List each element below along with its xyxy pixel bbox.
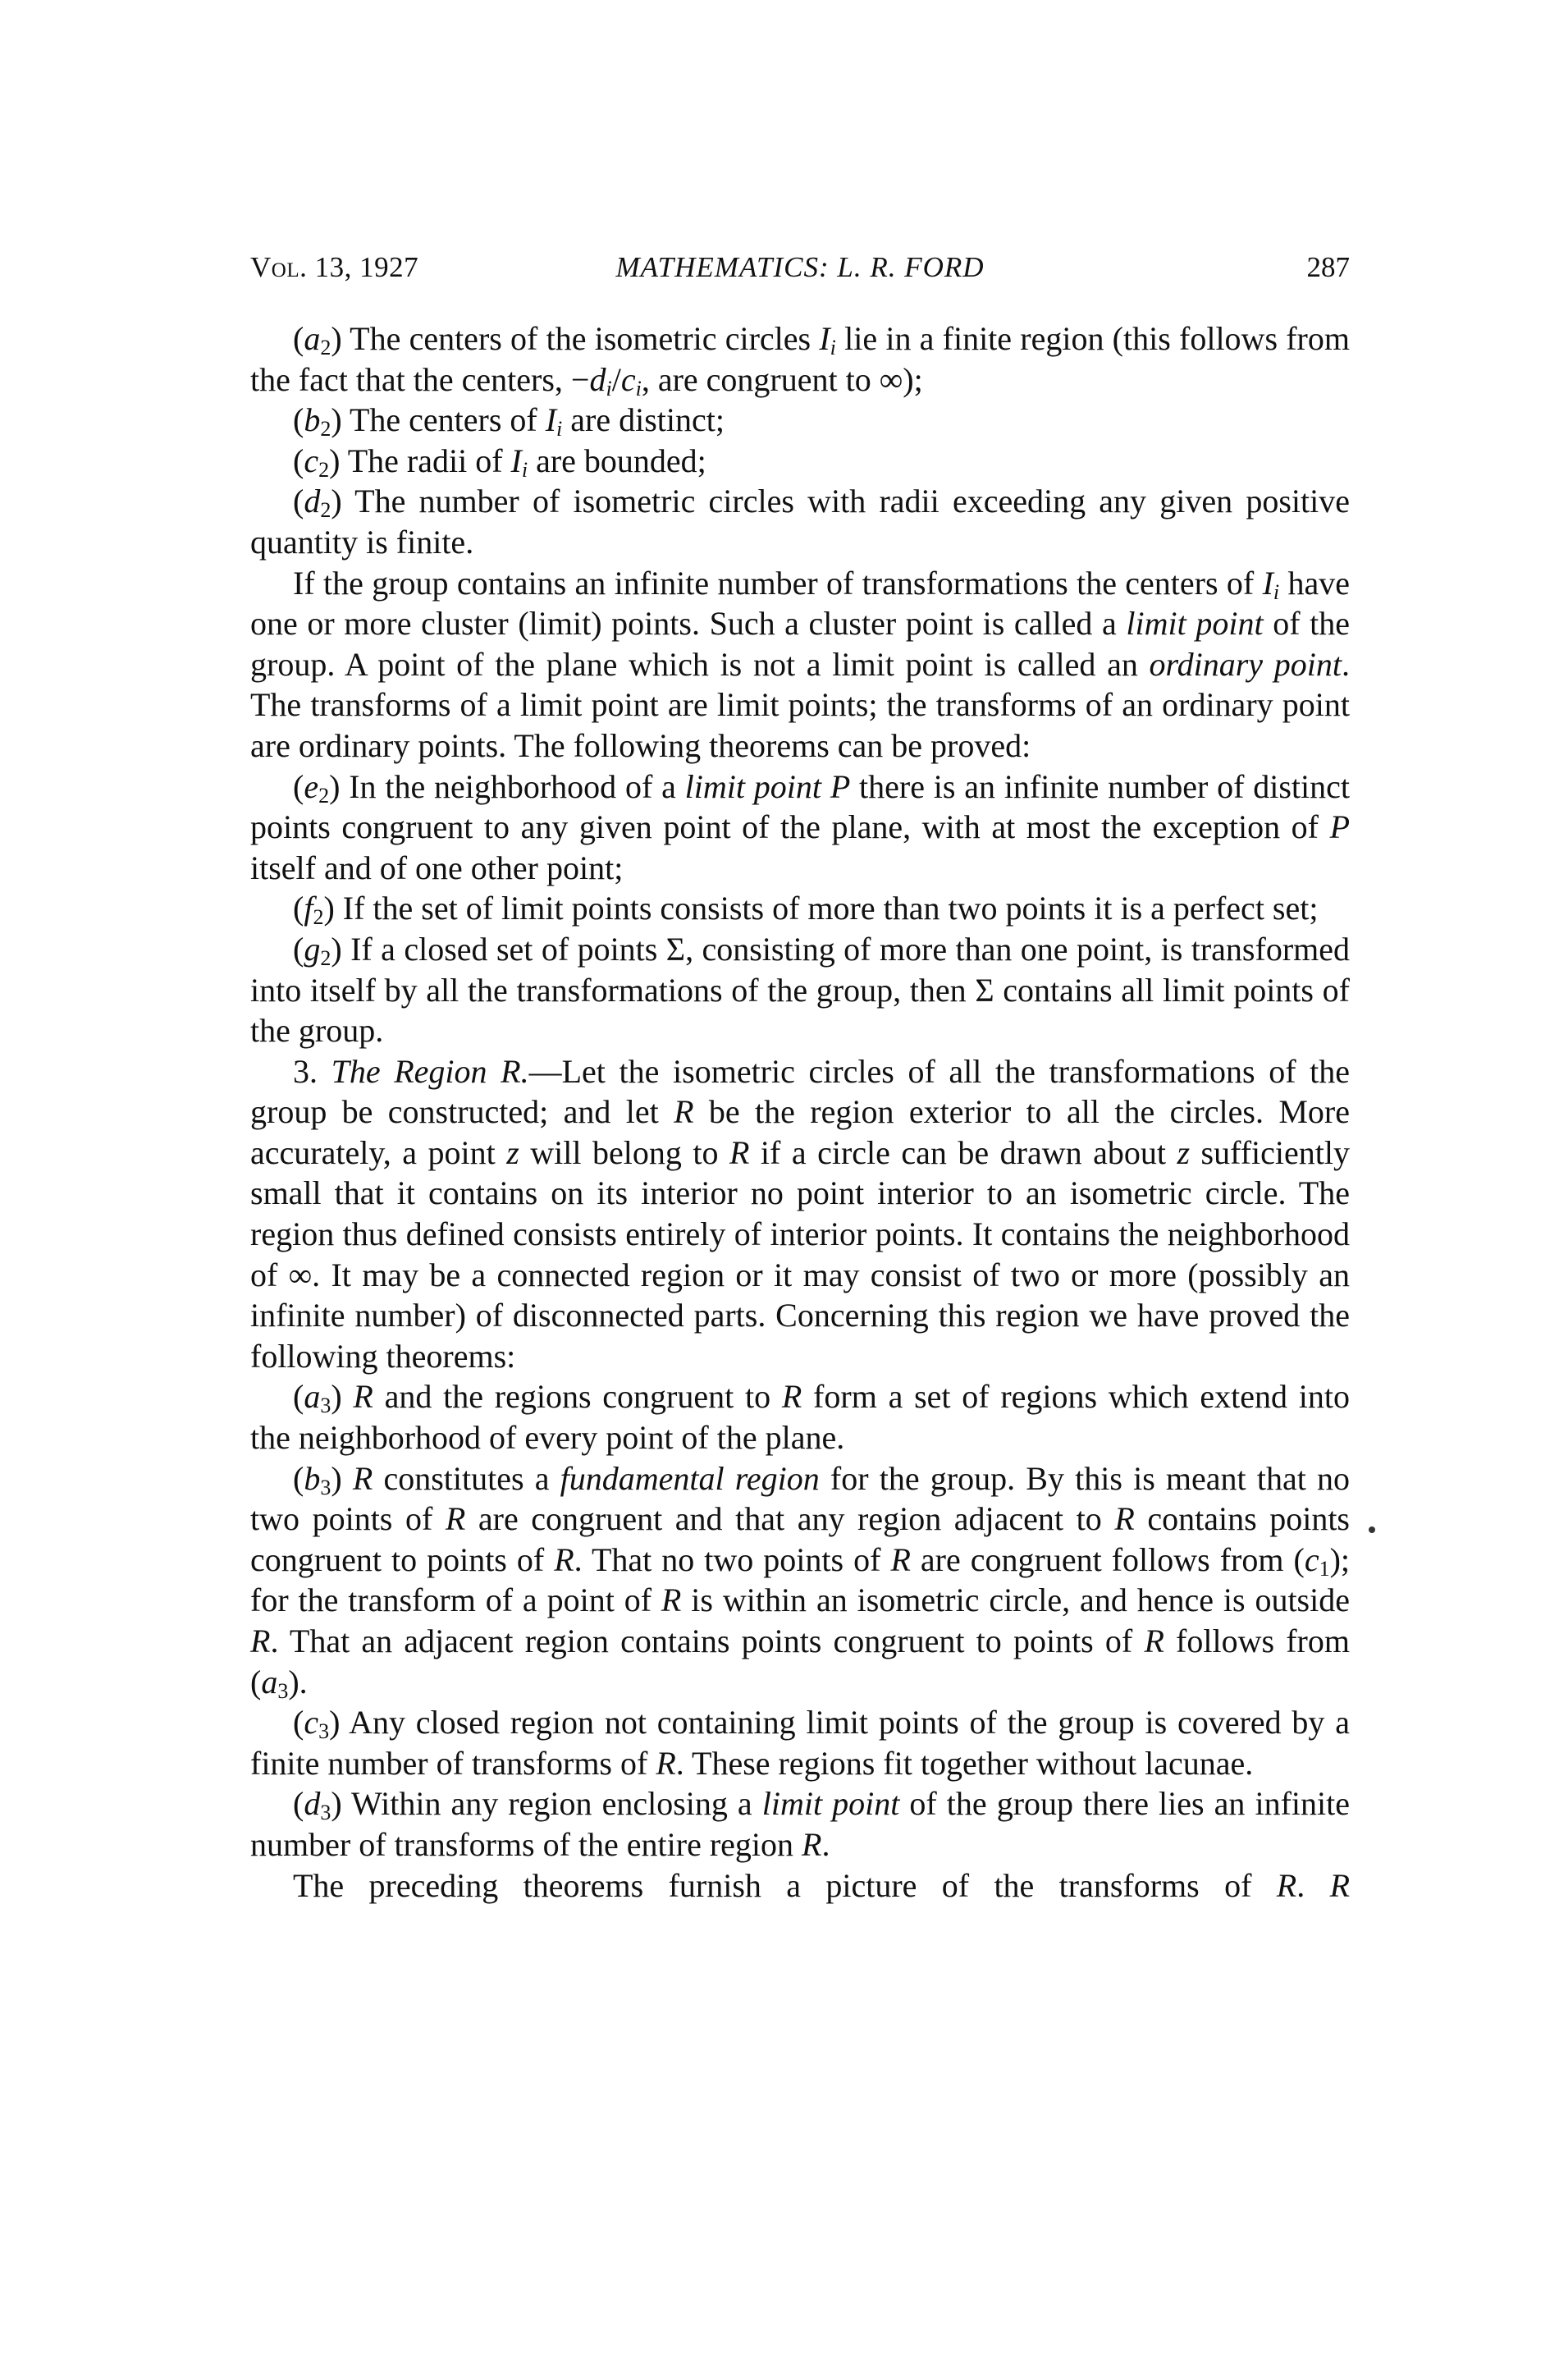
- theorem-e2: [250, 767, 1350, 889]
- article-body: [250, 318, 1350, 1906]
- theorem-b2: [250, 400, 1350, 441]
- theorem-d2: [250, 481, 1350, 562]
- theorem-f2: [250, 888, 1350, 929]
- paragraph-text: The radii of $I_i$ are bounded;: [347, 442, 706, 482]
- theorem-c2: [250, 441, 1350, 482]
- theorem-label: $(b_2)$: [293, 401, 342, 442]
- paragraph-text: If the group contains an infinite number of transformations the centers of $I_i$ have one or more cluster (limit) points. Such a cluster point is called a limit point of the group. A point of the plane which is not a limit point is called an ordinary point. The transforms of a limit point are limit points; the transforms of an ordinary point are ordinary points. The following theorems can be proved:: [250, 564, 1351, 764]
- section-3-paragraph: [250, 1051, 1350, 1377]
- theorem-a2: [250, 318, 1350, 400]
- theorem-d3: [250, 1783, 1350, 1865]
- paragraph-text: R constitutes a fundamental region for the group. By this is meant that no two points of R are congruent and that any region adjacent to R contains points congruent to points of R. That no two points of R are congruent follows from $(c_1)$; for the transform of a point of R is within an isometric circle, and hence is outside R. That an adjacent region contains points congruent to points of R follows from $(a_3)$.: [250, 1459, 1351, 1703]
- closing-paragraph: [250, 1865, 1350, 1906]
- paragraph-text: R and the regions congruent to R form a set of regions which extend into the neighborhood of every point of the plane.: [250, 1378, 1350, 1457]
- theorem-a3: [250, 1376, 1350, 1458]
- running-title: MATHEMATICS: L. R. FORD: [615, 251, 985, 283]
- theorem-label: $(d_2)$: [293, 483, 342, 523]
- paragraph-text: The preceding theorems furnish a picture of the transforms of R. R: [293, 1866, 1351, 1904]
- paragraph-text: Within any region enclosing a limit point of the group there lies an infinite number of transforms of the entire region R.: [250, 1785, 1350, 1863]
- volume-label: Vol. 13, 1927: [250, 251, 419, 283]
- section-title: The Region R.: [331, 1052, 529, 1090]
- paragraph-text: In the neighborhood of a limit point P there is an infinite number of distinct points congruent to any given point of the plane, with at most the exception of P itself and of one other point;: [250, 767, 1351, 886]
- paragraph-text: The number of isometric circles with radii exceeding any given positive quantity is finite.: [250, 483, 1351, 561]
- theorem-g2: [250, 929, 1350, 1051]
- paragraph-text: Any closed region not containing limit points of the group is covered by a finite number of transforms of R. These regions fit together without lacunae.: [250, 1704, 1351, 1782]
- section-number: 3.: [293, 1052, 318, 1090]
- theorem-label: $(b_3)$: [293, 1459, 342, 1499]
- theorem-label: $(c_2)$: [293, 442, 341, 482]
- paragraph-text: If a closed set of points Σ, consisting of more than one point, is transformed into itself by all the transformations of the group, then Σ contains all limit points of the group.: [250, 930, 1351, 1050]
- theorem-label: $(d_3)$: [293, 1785, 342, 1825]
- paragraph-text: The centers of $I_i$ are distinct;: [349, 401, 725, 442]
- theorem-label: $(f_2)$: [293, 890, 335, 930]
- theorem-label: $(a_2)$: [293, 320, 342, 359]
- theorem-label: $(e_2)$: [293, 767, 341, 808]
- theorem-label: $(a_3)$: [293, 1378, 342, 1418]
- paragraph-text: —Let the isometric circles of all the transformations of the group be constructed; and let R be the region exterior to all the circles. More accurately, a point z will belong to R if a circle can be drawn about z sufficiently small that it contains on its interior no point interior to an isometric circle. The region thus defined consists entirely of interior points. It contains the neighborhood of ∞. It may be a connected region or it may consist of two or more (possibly an infinite number) of disconnected parts. Concerning this region we have proved the following theorems:: [250, 1052, 1350, 1375]
- page-number: 287: [1306, 251, 1350, 283]
- theorem-label: $(g_2)$: [293, 930, 342, 970]
- theorem-label: $(c_3)$: [293, 1704, 341, 1744]
- paragraph-text: If the set of limit points consists of more than two points it is a perfect set;: [342, 890, 1319, 927]
- theorem-c3: [250, 1702, 1350, 1783]
- stray-ink-mark: [1369, 1526, 1375, 1533]
- running-head: [250, 246, 1350, 289]
- paragraph-text: The centers of the isometric circles $I_i$ lie in a finite region (this follows from the fact that the centers, $-d_i/c_i$, are congruent to ∞);: [250, 320, 1350, 400]
- theorem-b3: [250, 1458, 1350, 1703]
- limit-point-paragraph: [250, 563, 1350, 767]
